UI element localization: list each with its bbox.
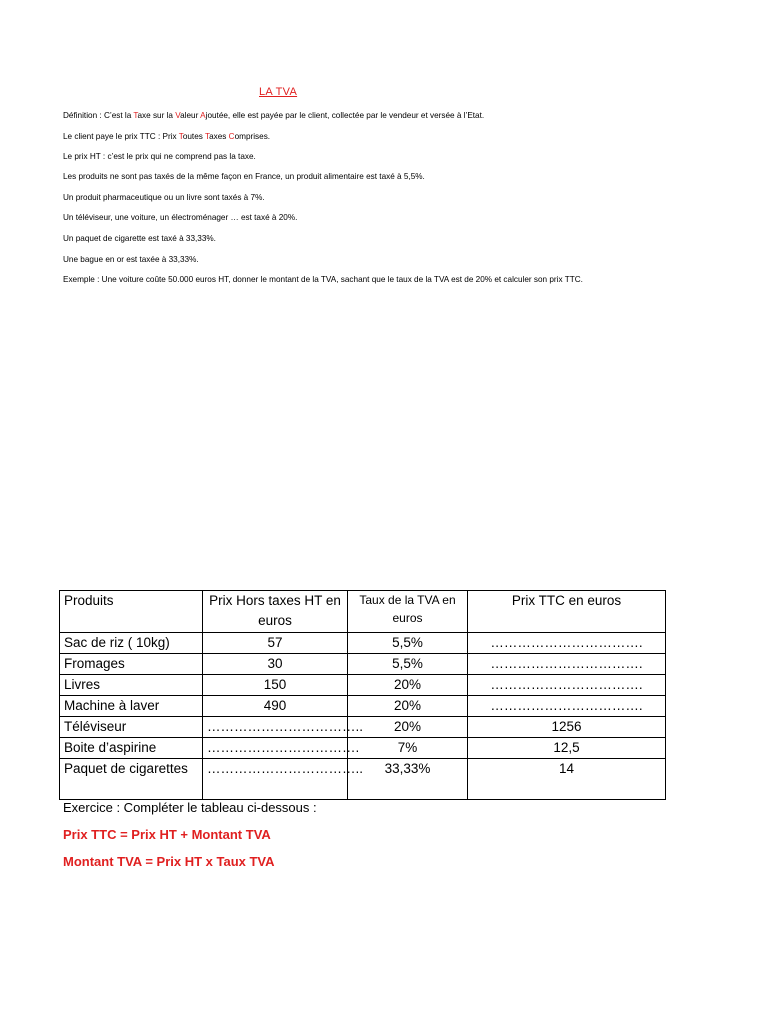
- cell-prix-ht: 30: [203, 654, 348, 675]
- cell-prix-ht[interactable]: ……………………………..: [203, 759, 348, 800]
- formula-prix-ttc: Prix TTC = Prix HT + Montant TVA: [63, 827, 271, 842]
- cell-produit: Sac de riz ( 10kg): [60, 633, 203, 654]
- cell-taux: 20%: [348, 675, 468, 696]
- televiseur-line: Un téléviseur, une voiture, un électroménager … est taxé à 20%.: [63, 213, 298, 222]
- header-taux-tva: Taux de la TVA en euros: [348, 591, 468, 633]
- table-header-row: [60, 591, 666, 633]
- cell-produit: Livres: [60, 675, 203, 696]
- ttc-text: omprises.: [234, 132, 271, 141]
- table-row: [60, 738, 666, 759]
- cell-produit: Paquet de cigarettes: [60, 759, 203, 800]
- pharma-line: Un produit pharmaceutique ou un livre sont taxés à 7%.: [63, 193, 265, 202]
- definition-letter-a: A: [200, 111, 206, 120]
- cell-prix-ttc[interactable]: …………………………….: [468, 633, 666, 654]
- header-produits: Produits: [60, 591, 203, 633]
- cigarette-line: Un paquet de cigarette est taxé à 33,33%.: [63, 234, 216, 243]
- cell-prix-ttc: 14: [468, 759, 666, 800]
- table-row: [60, 633, 666, 654]
- cell-produit: Fromages: [60, 654, 203, 675]
- exercice-instruction: Exercice : Compléter le tableau ci-dessous :: [63, 800, 317, 815]
- cell-prix-ht[interactable]: …………………………….: [203, 738, 348, 759]
- cell-taux: 33,33%: [348, 759, 468, 800]
- cell-prix-ttc[interactable]: …………………………….: [468, 696, 666, 717]
- header-prix-ttc: Prix TTC en euros: [468, 591, 666, 633]
- cell-taux: 5,5%: [348, 633, 468, 654]
- definition-text: aleur: [180, 111, 201, 120]
- ttc-letter-t: T: [178, 132, 183, 141]
- ht-line: Le prix HT : c’est le prix qui ne comprend pas la taxe.: [63, 152, 256, 161]
- ttc-text: Le client paye le prix TTC : Prix: [63, 132, 179, 141]
- cell-prix-ht: 150: [203, 675, 348, 696]
- definition-text: axe sur la: [137, 111, 176, 120]
- cell-prix-ttc: 1256: [468, 717, 666, 738]
- definition-letter-t: T: [133, 111, 138, 120]
- table-row: [60, 696, 666, 717]
- bague-line: Une bague en or est taxée à 33,33%.: [63, 255, 199, 264]
- definition-letter-v: V: [175, 111, 181, 120]
- cell-taux: 20%: [348, 696, 468, 717]
- cell-prix-ht[interactable]: ……………………………..: [203, 717, 348, 738]
- cell-produit: Téléviseur: [60, 717, 203, 738]
- cell-prix-ht: 57: [203, 633, 348, 654]
- formula-montant-tva: Montant TVA = Prix HT x Taux TVA: [63, 854, 275, 869]
- cell-taux: 20%: [348, 717, 468, 738]
- cell-prix-ttc: 12,5: [468, 738, 666, 759]
- cell-produit: Boite d’aspirine: [60, 738, 203, 759]
- cell-prix-ttc[interactable]: …………………………….: [468, 654, 666, 675]
- table-row: [60, 717, 666, 738]
- header-prix-ht: Prix Hors taxes HT en euros: [203, 591, 348, 633]
- page-title: LA TVA: [259, 86, 298, 98]
- cell-prix-ttc[interactable]: …………………………….: [468, 675, 666, 696]
- produits-line: Les produits ne sont pas taxés de la même façon en France, un produit alimentaire est taxé à 5,5%.: [63, 172, 425, 181]
- definition-text: joutée, elle est payée par le client, collectée par le vendeur et versée à l’Etat.: [205, 111, 485, 120]
- table-row: [60, 759, 666, 800]
- cell-taux: 5,5%: [348, 654, 468, 675]
- definition-text: Définition : C’est la: [63, 111, 134, 120]
- ttc-letter-t: T: [204, 132, 210, 141]
- exemple-line: Exemple : Une voiture coûte 50.000 euros HT, donner le montant de la TVA, sachant que le taux de la TVA est de 20% et calculer son prix TTC.: [63, 275, 583, 284]
- ttc-line: [63, 131, 270, 142]
- ttc-text: axes: [209, 132, 229, 141]
- definition-line: [63, 110, 484, 121]
- cell-prix-ht: 490: [203, 696, 348, 717]
- ttc-text: outes: [182, 132, 205, 141]
- cell-taux: 7%: [348, 738, 468, 759]
- ttc-letter-c: C: [228, 132, 235, 141]
- cell-produit: Machine à laver: [60, 696, 203, 717]
- tva-table: [59, 590, 666, 800]
- table-row: [60, 675, 666, 696]
- table-row: [60, 654, 666, 675]
